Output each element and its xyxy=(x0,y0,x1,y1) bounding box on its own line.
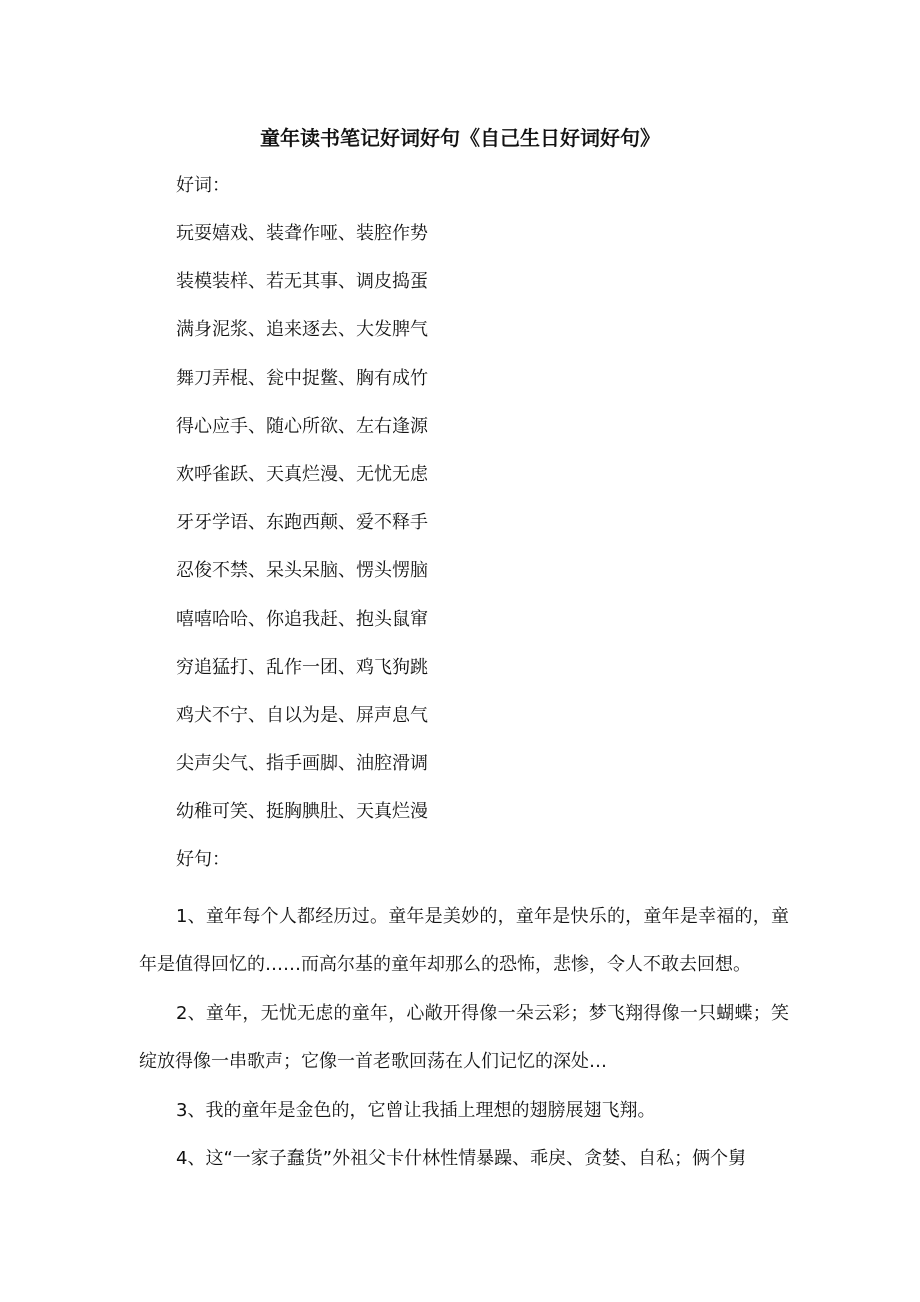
word-line: 嘻嘻哈哈、你追我赶、抱头鼠窜 xyxy=(176,608,428,630)
sentences-block xyxy=(139,893,789,1183)
word-line: 装模装样、若无其事、调皮捣蛋 xyxy=(176,271,428,293)
word-line: 幼稚可笑、挺胸腆肚、天真烂漫 xyxy=(176,801,428,823)
word-line: 鸡犬不宁、自以为是、屏声息气 xyxy=(176,704,428,726)
word-line: 尖声尖气、指手画脚、油腔滑调 xyxy=(176,753,428,775)
words-heading: 好词： xyxy=(176,175,230,196)
document-title: 童年读书笔记好词好句《自己生日好词好句》 xyxy=(260,126,660,150)
word-line: 得心应手、随心所欲、左右逢源 xyxy=(176,415,428,437)
sentences-heading: 好句： xyxy=(176,849,230,870)
sentence-paragraph: 4、这“一家子蠢货”外祖父卡什林性情暴躁、乖戾、贪婪、自私；俩个舅 xyxy=(176,1148,747,1170)
word-line: 欢呼雀跃、天真烂漫、无忧无虑 xyxy=(176,463,428,485)
word-line: 舞刀弄棍、瓮中捉鳖、胸有成竹 xyxy=(176,367,428,389)
sentence-paragraph: 3、我的童年是金色的，它曾让我插上理想的翅膀展翅飞翔。 xyxy=(176,1099,656,1121)
word-line: 穷追猛打、乱作一团、鸡飞狗跳 xyxy=(176,656,428,678)
word-line: 满身泥浆、追来逐去、大发脾气 xyxy=(176,319,428,341)
word-line: 忍俊不禁、呆头呆脑、愣头愣脑 xyxy=(176,560,428,582)
sentence-paragraph: 2、童年，无忧无虑的童年，心敞开得像一朵云彩；梦飞翔得像一只蝴蝶；笑绽放得像一串歌声；它像一首老歌回荡在人们记忆的深处… xyxy=(139,1002,789,1073)
word-list xyxy=(176,219,428,845)
word-line: 牙牙学语、东跑西颠、爱不释手 xyxy=(176,512,428,534)
word-line: 玩耍嬉戏、装聋作哑、装腔作势 xyxy=(176,223,428,244)
sentence-paragraph: 1、童年每个人都经历过。童年是美妙的，童年是快乐的，童年是幸福的，童年是值得回忆的……而高尔基的童年却那么的恐怖，悲惨，令人不敢去回想。 xyxy=(139,906,789,976)
